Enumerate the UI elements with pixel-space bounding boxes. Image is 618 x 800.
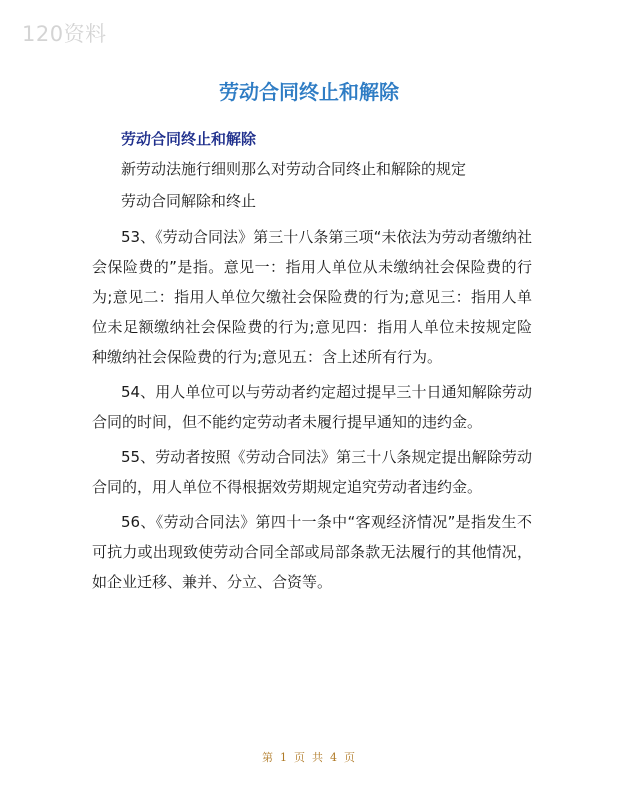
intro-line: 劳动合同解除和终止 xyxy=(121,192,257,210)
page-footer xyxy=(0,749,618,765)
document-title: 劳动合同终止和解除 xyxy=(219,80,399,104)
footer-page-unit-2: 页 xyxy=(344,751,356,764)
article-paragraph-55: 55、劳动者按照《劳动合同法》第三十八条规定提出解除劳动合同的，用人单位不得根据效劳期规定追究劳动者违约金。 xyxy=(92,448,532,496)
document-body xyxy=(92,128,532,602)
intro-line: 新劳动法施行细则那么对劳动合同终止和解除的规定 xyxy=(121,160,467,178)
article-paragraph-56: 56、《劳动合同法》第四十一条中“客观经济情况”是指发生不可抗力或出现致使劳动合同全部或局部条款无法履行的其他情况，如企业迁移、兼并、分立、合资等。 xyxy=(92,513,532,591)
footer-total-pages: 4 xyxy=(330,751,338,764)
footer-page-unit: 页 xyxy=(294,751,306,764)
section-heading: 劳动合同终止和解除 xyxy=(121,130,257,148)
footer-page-label: 第 xyxy=(262,751,274,764)
footer-current-page: 1 xyxy=(280,751,288,764)
article-paragraph-53: 53、《劳动合同法》第三十八条第三项“未依法为劳动者缴纳社会保险费的”是指。意见一：指用人单位从未缴纳社会保险费的行为;意见二：指用人单位欠缴社会保险费的行为;意见三：指用人单位未足额缴纳社会保险费的行为;意见四：指用人单位未按规定险种缴纳社会保险费的行为;意见五：含上述所有行为。 xyxy=(92,228,532,366)
footer-total-label: 共 xyxy=(312,751,324,764)
article-paragraph-54: 54、用人单位可以与劳动者约定超过提早三十日通知解除劳动合同的时间，但不能约定劳动者未履行提早通知的违约金。 xyxy=(92,383,532,431)
watermark: 120资料 xyxy=(22,22,107,46)
